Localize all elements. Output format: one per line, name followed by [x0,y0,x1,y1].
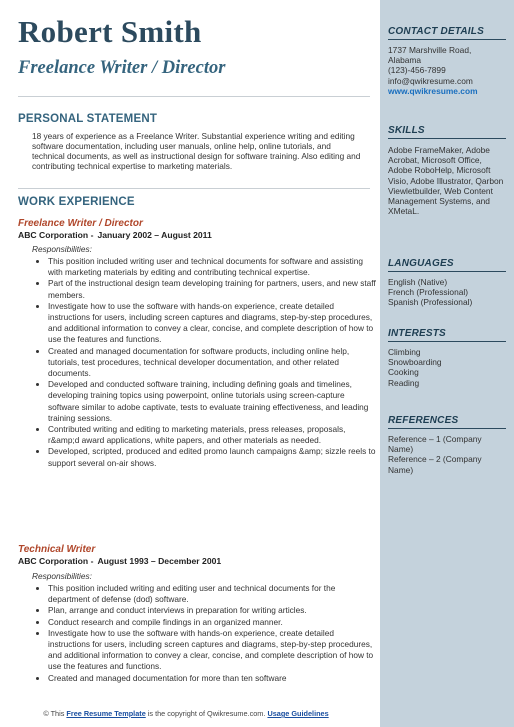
contact-heading: CONTACT DETAILS [388,26,506,40]
candidate-name: Robert Smith [18,14,202,49]
list-item: • Part of the instructional design team developing training for partners, users, and new staff members. [48,278,378,300]
skills-text: Adobe FrameMaker, Adobe Acrobat, Microsoft Office, Adobe RoboHelp, Microsoft Visio, Adobe Illustrator, Qarbon Viewletbuilder, Web Content Management Systems, and XMetaL. [388,145,504,217]
work-experience-heading: WORK EXPERIENCE [18,196,135,208]
job-dates: January 2002 – August 2011 [97,230,212,240]
candidate-title: Freelance Writer / Director [18,58,226,78]
languages-list [388,277,506,308]
interest-item: Cooking [388,367,419,378]
job-dates: August 1993 – December 2001 [97,556,222,566]
job-bullet-list [36,583,378,684]
job-title: Technical Writer [18,544,96,555]
interest-item: Climbing [388,347,421,357]
language-item: English (Native) [388,277,448,287]
contact-email[interactable]: info@qwikresume.com [388,75,473,86]
contact-details [388,45,506,96]
list-item: • This position included writing and editing user and technical documents for the department of defense (dod) software. [48,583,378,605]
usage-guidelines-link[interactable]: Usage Guidelines [267,709,329,718]
list-item: • Created and managed documentation for more than ten software [48,673,378,684]
company-name: ABC Corporation - [18,230,94,240]
contact-website-link[interactable]: www.qwikresume.com [388,85,478,96]
section-divider [18,188,370,189]
company-name: ABC Corporation - [18,556,94,566]
skills-heading: SKILLS [388,125,506,139]
list-item: • Developed, scripted, produced and edited promo launch campaigns &amp; sizzle reels to support several on-air shows. [48,446,378,468]
personal-statement-heading: PERSONAL STATEMENT [18,113,158,125]
header-divider [18,96,370,97]
job-company-line [18,556,221,566]
job-bullet-list [36,256,378,469]
languages-heading: LANGUAGES [388,258,506,272]
list-item: • Conduct research and compile findings in an organized manner. [48,617,378,628]
list-item: • Contributed writing and editing to marketing materials, press releases, proposals, r&amp;d award applications, white papers, and other materials as needed. [48,424,378,446]
personal-statement-text: 18 years of experience as a Freelance Writer. Substantial experience writing and editing software documentation, including user manuals, online help, online tutorials, and technical documents, as well as instructional design for software training. Also editing and contributing technical expertise to marketing materials. [32,131,361,171]
contact-address: 1737 Marshville Road, Alabama [388,45,472,66]
list-item: • Plan, arrange and conduct interviews in preparation for writing articles. [48,605,378,616]
references-heading: REFERENCES [388,415,506,429]
footer-middle: is the copyright of Qwikresume.com. [147,709,266,718]
interests-list [388,347,506,388]
footer-prefix: © This [43,709,65,718]
list-item: • Investigate how to use the software with hands-on experience, create detailed instructions for users, including screen captures and diagrams, step-by-step procedures, and additional information to convey a clear, concise, and complete description of how to use the features and functions. [48,628,378,673]
language-item: French (Professional) [388,287,469,298]
reference-item: Reference – 2 (Company Name) [388,454,482,475]
interest-item: Snowboarding [388,357,442,368]
reference-item: Reference – 1 (Company Name) [388,434,482,455]
references-list [388,434,506,475]
free-resume-template-link[interactable]: Free Resume Template [66,709,146,718]
job-title: Freelance Writer / Director [18,218,143,229]
list-item: • This position included writing user and technical documents for software and assisting with marketing materials by editing and contributing technical expertise. [48,256,378,278]
contact-phone: (123)-456-7899 [388,65,446,76]
responsibilities-label: Responsibilities: [32,244,92,254]
list-item: • Investigate how to use the software with hands-on experience, create detailed instructions for users, including screen captures and diagrams, step-by-step procedures, and additional information to convey a clear, concise, and complete description of how to use the features and functions. [48,301,378,346]
interest-item: Reading [388,377,420,388]
list-item: • Developed and conducted software training, including defining goals and timelines, developing training topics using powerpoint, online tutorials using screen-capture software similar to adobe captivate, tests to evaluate training effectiveness, and leading training sessions. [48,379,378,424]
responsibilities-label: Responsibilities: [32,571,92,581]
language-item: Spanish (Professional) [388,297,473,308]
job-company-line [18,230,212,240]
list-item: • Created and managed documentation for software products, including online help, tutorials, test procedures, technical developer documentation, and other related documents. [48,346,378,380]
interests-heading: INTERESTS [388,328,506,342]
copyright-footer [0,709,372,718]
